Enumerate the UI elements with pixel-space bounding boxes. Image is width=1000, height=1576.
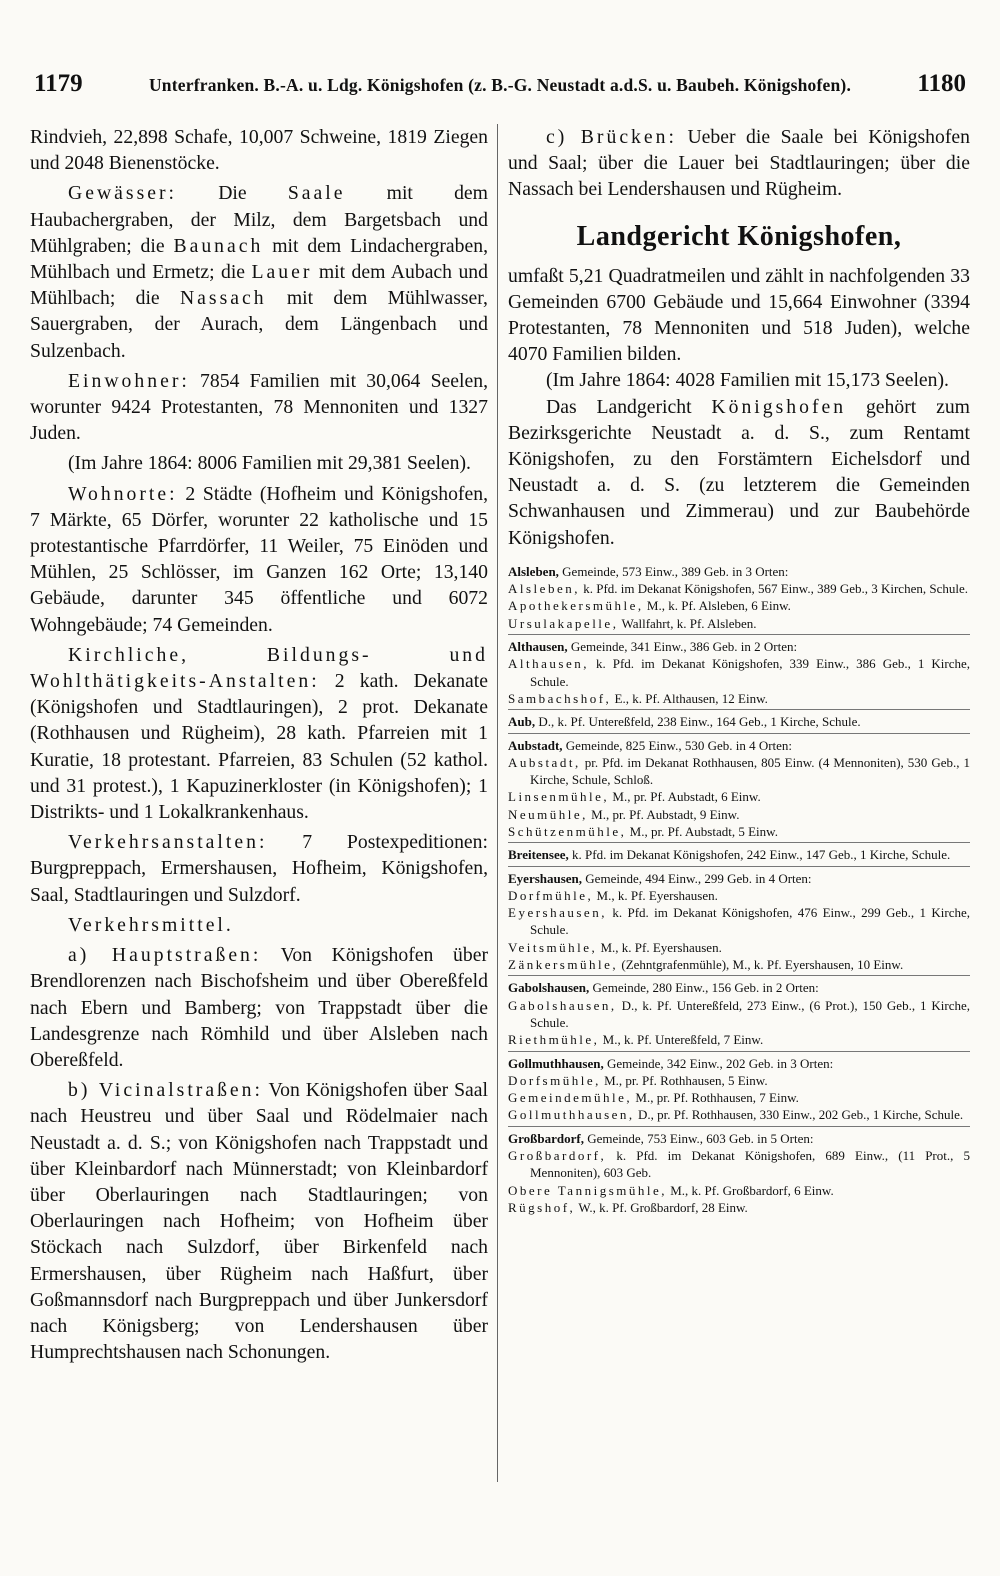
gazetteer-sub-entry [508, 823, 970, 840]
gazetteer-main-entry [508, 1055, 970, 1072]
entry-text: M., k. Pf. Eyershausen. [593, 887, 718, 903]
waters-text-a: Die [177, 182, 288, 205]
waters-paragraph [30, 180, 488, 363]
gazetteer-sub-entry [508, 1089, 970, 1106]
entry-name: Althausen, [508, 656, 589, 672]
entry-text: M., pr. Pf. Aubstadt, 9 Einw. [587, 806, 740, 822]
entry-text: Gemeinde, 753 Einw., 603 Geb. in 5 Orten: [583, 1130, 814, 1146]
entry-text: M., k. Pf. Eyershausen. [597, 939, 722, 955]
main-roads-text: Von Königshofen über Brendlorenzen nach Bischofsheim und über Obereßfeld nach Ebern und Bamberg; von Trappstadt über die Landesgrenze nach Römhild und über Alsleben nach Obereßfeld. [30, 944, 488, 1071]
local-roads-paragraph [30, 1077, 488, 1365]
year-1864-paragraph: (Im Jahre 1864: 8006 Familien mit 29,381 Seelen). [68, 452, 471, 475]
entry-text: k. Pfd. im Dekanat Königshofen, 476 Einw., 299 Geb., 1 Kirche, Schule. [530, 905, 970, 938]
entry-separator [508, 733, 970, 734]
entry-name: Gabolshausen, [508, 997, 617, 1013]
traffic-institutions-paragraph [30, 829, 488, 908]
entry-text: D., k. Pf. Untereßfeld, 273 Einw., (6 Prot.), 150 Geb., 1 Kirche, Schule. [530, 997, 970, 1030]
entry-name: Breitensee, [508, 847, 569, 863]
entry-name: Eyershausen, [508, 905, 607, 921]
entry-name: Obere Tannigsmühle, [508, 1182, 667, 1198]
gazetteer-sub-entry [508, 788, 970, 805]
entry-name: Großbardorf, [508, 1130, 584, 1146]
entry-name: Schützenmühle, [508, 824, 627, 839]
entry-separator [508, 975, 970, 976]
main-roads-paragraph [30, 942, 488, 1073]
gazetteer-main-entry [508, 979, 970, 996]
entry-name: Linsenmühle, [508, 789, 610, 805]
entry-name: Alsleben, [508, 581, 580, 597]
entry-text: pr. Pfd. im Dekanat Rothhausen, 805 Einw. (4 Mennoniten), 530 Geb., 1 Kirche, Schule, Schloß. [530, 754, 970, 788]
entry-text: Gemeinde, 494 Einw., 299 Geb. in 4 Orten: [582, 870, 812, 886]
section-title: Landgericht Königshofen, [576, 220, 902, 252]
district-membership-paragraph [508, 394, 970, 551]
waters-text-e: mit dem Mühlwasser, Sauergraben, der Aurach, dem Längenbach und Sulzenbach. [30, 287, 488, 362]
waters-text-b: mit dem Haubachergraben, der Milz, dem Bargetsbach und Mühlgraben; die [30, 182, 488, 257]
entry-separator [508, 842, 970, 843]
entry-text: Gemeinde, 341 Einw., 386 Geb. in 2 Orten: [567, 639, 798, 655]
places-paragraph [30, 481, 488, 638]
entry-text: k. Pfd. im Dekanat Königshofen, 567 Einw., 389 Geb., 3 Kirchen, Schule. [579, 581, 968, 597]
local-roads-heading: b) Vicinalstraßen: [68, 1079, 263, 1102]
waters-text-c: mit dem Lindachergraben, Mühlbach und Ermetz; die [30, 234, 489, 284]
waters-baunach: Baunach [173, 234, 264, 257]
entry-text: k. Pfd. im Dekanat Königshofen, 242 Einw., 147 Geb., 1 Kirche, Schule. [568, 847, 951, 863]
local-roads-text: Von Königshofen über Saal nach Heustreu und über Saal und Rödelmaier nach Neustadt a. d. S.; von Königshofen nach Trappstadt und über Kleinbardorf nach Münnerstadt; von Kleinbardorf über Oberlauringen nach Stadtlauringen; von Oberlauringen nach Hofheim; von Hofheim über Stöckach nach Sulzdorf, über Birkenfeld nach Ermershausen, über Rügheim nach Haßfurt, über Goßmannsdorf nach Burgpreppach und über Junkersdorf nach Königsberg; von Lendershausen über Humprechtshausen nach Schonungen. [30, 1079, 488, 1364]
entry-name: Gollmuthhausen, [508, 1055, 604, 1071]
entry-text: M., k. Pf. Großbardorf, 6 Einw. [667, 1182, 834, 1198]
entry-text: Gemeinde, 342 Einw., 202 Geb. in 3 Orten: [603, 1055, 834, 1071]
inhabitants-heading: Einwohner: [68, 369, 190, 392]
gazetteer-main-entry [508, 1130, 970, 1147]
membership-text-a: Das Landgericht [546, 395, 712, 418]
gazetteer-main-entry [508, 846, 970, 863]
institutions-heading: Kirchliche, Bildungs- und Wohlthätigkeits-Anstalten: [30, 643, 488, 693]
main-roads-heading: a) Hauptstraßen: [68, 944, 262, 967]
entry-separator [508, 634, 970, 635]
waters-nassach: Nassach [179, 287, 267, 310]
entry-separator [508, 1126, 970, 1127]
gazetteer-main-entry [508, 870, 970, 887]
entry-name: Aubstadt, [508, 737, 563, 753]
institutions-text: 2 kath. Dekanate (Königshofen und Stadtlauringen), 2 prot. Dekanate (Rothhausen und Rügheim), 28 kath. Pfarreien mit 1 Kuratie, 18 protestant. Pfarreien, 83 Schulen (52 kathol. und 31 protest.), 1 Kapuzinerkloster (in Königshofen); 1 Distrikts- und 1 Lokalkrankenhaus. [30, 670, 488, 824]
gazetteer-sub-entry [508, 1147, 970, 1182]
entry-text: Gemeinde, 573 Einw., 389 Geb. in 3 Orten: [558, 563, 789, 579]
waters-saale: Saale [287, 182, 346, 205]
entry-name: Sambachshof, [508, 690, 612, 706]
membership-text-b: gehört zum Bezirksgerichte Neustadt a. d. S., zum Rentamt Königshofen, zu den Forstämtern Eichelsdorf und Neustadt a. d. S. (zu letzterem die Gemeinden Schwanhausen und Zimmerau) und zur Baubehörde Königshofen. [508, 395, 970, 549]
entry-name: Eyershausen, [508, 870, 583, 886]
gazetteer-main-entry [508, 638, 970, 655]
gazetteer-sub-entry [508, 1072, 970, 1089]
entry-name: Althausen, [508, 639, 568, 655]
livestock-paragraph: Rindvieh, 22,898 Schafe, 10,007 Schweine, 1819 Ziegen und 2048 Bienenstöcke. [30, 126, 488, 175]
waters-lauer: Lauer [251, 261, 313, 284]
gazetteer-sub-entry [508, 997, 970, 1032]
entry-name: Gemeindemühle, [508, 1090, 633, 1106]
bridges-heading: c) Brücken: [546, 126, 677, 148]
entry-name: Großbardorf, [508, 1148, 607, 1164]
entry-name: Dorfsmühle, [508, 1072, 601, 1088]
gazetteer-sub-entry [508, 580, 970, 597]
gazetteer-sub-entry [508, 904, 970, 939]
page-number-right: 1180 [917, 70, 966, 97]
entry-text: Gemeinde, 280 Einw., 156 Geb. in 2 Orten: [589, 980, 819, 996]
entry-text: k. Pfd. im Dekanat Königshofen, 689 Einw., (11 Prot., 5 Mennoniten), 603 Geb. [530, 1148, 970, 1181]
entry-text: M., pr. Pf. Rothhausen, 5 Einw. [600, 1072, 768, 1088]
entry-text: M., k. Pf. Untereßfeld, 7 Einw. [599, 1032, 764, 1048]
entry-separator [508, 1051, 970, 1052]
left-column [30, 124, 488, 1365]
entry-text: M., pr. Pf. Aubstadt, 5 Einw. [626, 824, 778, 839]
entry-text: W., k. Pf. Großbardorf, 28 Einw. [575, 1199, 748, 1215]
right-column [508, 124, 970, 1216]
entry-text: E., k. Pf. Althausen, 12 Einw. [611, 690, 768, 706]
entry-name: Dorfmühle, [508, 887, 594, 903]
inhabitants-text: 7854 Familien mit 30,064 Seelen, worunter 9424 Protestanten, 78 Mennoniten und 1327 Juden. [30, 369, 488, 445]
entry-name: Veitsmühle, [508, 939, 598, 955]
waters-text-d: mit dem Aubach und Mühlbach; die [30, 261, 488, 310]
entry-name: Gabolshausen, [508, 980, 590, 996]
column-divider [497, 124, 498, 1482]
gazetteer-main-entry [508, 563, 970, 580]
entry-text: Wallfahrt, k. Pf. Alsleben. [618, 615, 757, 631]
gazetteer-main-entry [508, 713, 970, 730]
traffic-institutions-heading: Verkehrsanstalten: [68, 831, 268, 854]
gazetteer-sub-entry [508, 615, 970, 632]
bridges-paragraph [508, 124, 970, 203]
entry-name: Aub, [508, 714, 536, 730]
page-header [34, 70, 966, 110]
entry-text: M., pr. Pf. Rothhausen, 7 Einw. [632, 1090, 799, 1106]
gazetteer-sub-entry [508, 690, 970, 707]
entry-text: M., k. Pf. Alsleben, 6 Einw. [643, 598, 791, 614]
entry-text: (Zehntgrafenmühle), M., k. Pf. Eyershausen, 10 Einw. [618, 957, 904, 973]
entry-text: M., pr. Pf. Aubstadt, 6 Einw. [609, 789, 761, 805]
gazetteer-main-entry [508, 737, 970, 754]
entry-name: Alsleben, [508, 563, 559, 579]
page-number-left: 1179 [34, 70, 83, 97]
gazetteer-sub-entry [508, 887, 970, 904]
gazetteer-sub-entry [508, 956, 970, 973]
bridges-text: Ueber die Saale bei Königshofen und Saal; über die Lauer bei Stadtlauringen; über die Nassach bei Lendershausen und Rügheim. [508, 126, 970, 201]
traffic-means-label: Verkehrsmittel. [68, 913, 234, 936]
gazetteer-sub-entry [508, 655, 970, 690]
inhabitants-paragraph [30, 368, 488, 447]
places-text: 2 Städte (Hofheim und Königshofen, 7 Märkte, 65 Dörfer, worunter 22 katholische und 15 protestantische Pfarrdörfer, 11 Weiler, 75 Einöden und Mühlen, 25 Schlösser, im Ganzen 162 Orte; 13,140 Gebäude, darunter 345 öffentliche und 6072 Wohngebäude; 74 Gemeinden. [30, 482, 488, 636]
entry-name: Ursulakapelle, [508, 615, 619, 631]
entry-separator [508, 709, 970, 710]
gazetteer-sub-entry [508, 754, 970, 789]
gazetteer-sub-entry [508, 1106, 970, 1123]
entry-name: Gollmuthhausen, [508, 1107, 635, 1123]
district-intro-paragraph: umfaßt 5,21 Quadratmeilen und zählt in nachfolgenden 33 Gemeinden 6700 Gebäude und 15,664 Einwohner (3394 Protestanten, 78 Mennoniten und 518 Juden), welche 4070 Familien bilden. [508, 264, 970, 366]
entry-name: Zänkersmühle, [508, 957, 619, 973]
gazetteer-sub-entry [508, 1182, 970, 1199]
entry-name: Aubstadt, [508, 754, 581, 770]
entry-name: Apothekersmühle, [508, 598, 644, 614]
entry-text: D., pr. Pf. Rothhausen, 330 Einw., 202 Geb., 1 Kirche, Schule. [634, 1107, 964, 1123]
gazetteer-sub-entry [508, 1031, 970, 1048]
waters-heading: Gewässer: [68, 182, 177, 205]
traffic-institutions-text: 7 Postexpeditionen: Burgpreppach, Ermershausen, Hofheim, Königshofen, Saal, Stadtlauringen und Sulzdorf. [30, 831, 488, 906]
gazetteer-sub-entry [508, 939, 970, 956]
entry-name: Neumühle, [508, 806, 588, 822]
entry-name: Riethmühle, [508, 1032, 600, 1048]
entry-text: D., k. Pf. Untereßfeld, 238 Einw., 164 Geb., 1 Kirche, Schule. [535, 714, 861, 730]
gazetteer-entries [508, 563, 970, 1216]
entry-separator [508, 866, 970, 867]
institutions-paragraph [30, 642, 488, 825]
gazetteer-sub-entry [508, 806, 970, 823]
entry-text: k. Pfd. im Dekanat Königshofen, 339 Einw., 386 Geb., 1 Kirche, Schule. [530, 656, 970, 689]
traffic-means-heading [30, 912, 488, 938]
membership-koenigshofen: Königshofen [711, 395, 847, 418]
running-title: Unterfranken. B.-A. u. Ldg. Königshofen (z. B.-G. Neustadt a.d.S. u. Baubeh. Königshofen). [148, 75, 852, 95]
places-heading: Wohnorte: [68, 482, 178, 505]
gazetteer-sub-entry [508, 597, 970, 614]
district-1864-paragraph: (Im Jahre 1864: 4028 Familien mit 15,173 Seelen). [546, 369, 949, 392]
entry-name: Rügshof, [508, 1199, 576, 1215]
gazetteer-sub-entry [508, 1199, 970, 1216]
entry-text: Gemeinde, 825 Einw., 530 Geb. in 4 Orten: [562, 737, 793, 753]
